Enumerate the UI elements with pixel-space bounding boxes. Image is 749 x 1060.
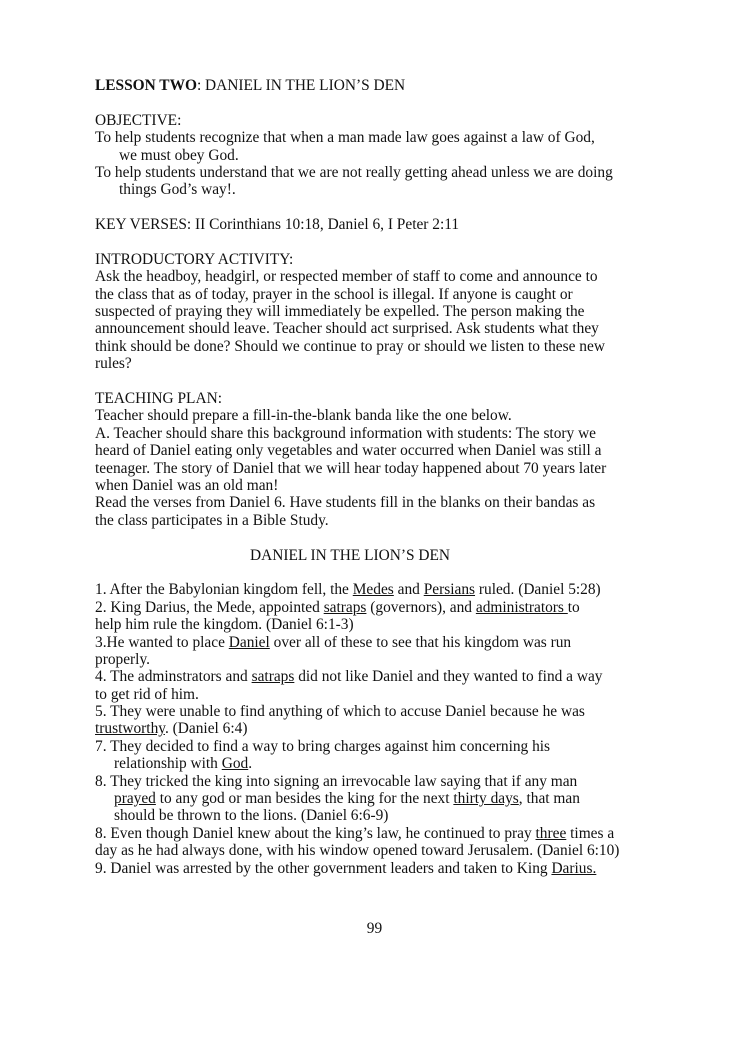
text-line bbox=[95, 477, 655, 494]
text-line bbox=[95, 164, 655, 181]
text-line bbox=[95, 790, 655, 807]
text-segment: relationship with bbox=[114, 755, 222, 773]
text-segment: think should be done? Should we continue to pray or should we listen to these new bbox=[95, 337, 605, 355]
underlined-answer: satraps bbox=[251, 668, 295, 686]
underlined-answer: Medes bbox=[352, 581, 394, 599]
text-segment: the class participates in a Bible Study. bbox=[95, 511, 329, 529]
text-segment: day as he had always done, with his window opened toward Jerusalem. (Daniel 6:10) bbox=[95, 842, 620, 860]
text-segment: To help students understand that we are not really getting ahead unless we are doing bbox=[95, 163, 613, 181]
text-segment: things God’s way!. bbox=[119, 181, 236, 199]
text-line bbox=[95, 686, 655, 703]
text-line bbox=[95, 634, 655, 651]
text-line bbox=[95, 338, 655, 355]
text-segment: help him rule the kingdom. (Daniel 6:1-3) bbox=[95, 616, 354, 634]
underlined-answer: Persians bbox=[423, 581, 476, 599]
text-segment: 8. Even though Daniel knew about the king’s law, he continued to pray bbox=[95, 824, 536, 842]
underlined-answer: satraps bbox=[323, 598, 367, 616]
text-line bbox=[95, 651, 655, 668]
text-line bbox=[95, 460, 655, 477]
text-segment: over all of these to see that his kingdom was run bbox=[269, 633, 572, 651]
text-segment: 1. After the Babylonian kingdom fell, the bbox=[95, 581, 353, 599]
text-segment: ruled. (Daniel 5:28) bbox=[475, 581, 601, 599]
text-segment: did not like Daniel and they wanted to find a way bbox=[294, 668, 603, 686]
text-segment: 5. They were unable to find anything of which to accuse Daniel because he was bbox=[95, 703, 585, 721]
document-body bbox=[95, 77, 655, 877]
blank-line bbox=[95, 529, 655, 546]
text-line bbox=[95, 668, 655, 685]
bold-text: LESSON TWO bbox=[95, 77, 197, 94]
text-segment: teenager. The story of Daniel that we will hear today happened about 70 years later bbox=[95, 459, 607, 477]
underlined-answer: Daniel bbox=[228, 633, 270, 651]
text-segment: (governors), and bbox=[366, 598, 476, 616]
text-line bbox=[95, 181, 655, 198]
text-segment: 4. The adminstrators and bbox=[95, 668, 252, 686]
text-line bbox=[95, 425, 655, 442]
page-number: 99 bbox=[366, 920, 383, 937]
text-segment: OBJECTIVE: bbox=[95, 111, 182, 129]
text-line bbox=[95, 286, 655, 303]
text-segment: and bbox=[393, 581, 424, 599]
text-segment: 3.He wanted to place bbox=[95, 633, 229, 651]
underlined-answer: God bbox=[221, 755, 249, 773]
text-segment: announcement should leave. Teacher should act surprised. Ask students what they bbox=[95, 320, 599, 338]
text-segment: To help students recognize that when a man made law goes against a law of God, bbox=[95, 129, 595, 147]
blank-line bbox=[95, 373, 655, 390]
text-segment: to get rid of him. bbox=[95, 685, 199, 703]
text-segment: to bbox=[567, 598, 580, 616]
text-line bbox=[95, 407, 655, 424]
text-segment: 2. King Darius, the Mede, appointed bbox=[95, 598, 324, 616]
text-segment: when Daniel was an old man! bbox=[95, 476, 279, 494]
text-line bbox=[95, 442, 655, 459]
text-segment: 7. They decided to find a way to bring charges against him concerning his bbox=[95, 737, 551, 755]
underlined-answer: prayed bbox=[114, 790, 156, 808]
text-segment: : DANIEL IN THE LION’S DEN bbox=[196, 77, 406, 94]
text-line bbox=[95, 755, 655, 772]
blank-line bbox=[95, 564, 655, 581]
text-segment: times a bbox=[566, 824, 615, 842]
text-line bbox=[95, 251, 655, 268]
underlined-answer: trustworthy bbox=[95, 720, 165, 738]
text-line bbox=[95, 807, 655, 824]
text-line bbox=[95, 494, 655, 511]
text-line bbox=[95, 703, 655, 720]
text-line bbox=[95, 738, 655, 755]
text-line bbox=[95, 616, 655, 633]
underlined-answer: Darius. bbox=[551, 859, 597, 877]
text-line bbox=[95, 599, 655, 616]
text-line bbox=[95, 355, 655, 372]
text-line bbox=[95, 390, 655, 407]
text-segment: rules? bbox=[95, 355, 132, 373]
underlined-answer: administrators bbox=[475, 598, 568, 616]
text-segment: KEY VERSES: II Corinthians 10:18, Daniel 6, I Peter 2:11 bbox=[95, 216, 460, 234]
text-segment: 8. They tricked the king into signing an irrevocable law saying that if any man bbox=[95, 772, 578, 790]
text-line bbox=[95, 216, 655, 233]
text-line bbox=[95, 147, 655, 164]
text-line bbox=[95, 268, 655, 285]
text-line bbox=[95, 860, 655, 877]
text-segment: to any god or man besides the king for the next bbox=[155, 790, 454, 808]
text-segment: should be thrown to the lions. (Daniel 6:6-9) bbox=[114, 807, 389, 825]
text-line bbox=[95, 112, 655, 129]
text-line bbox=[95, 842, 655, 859]
blank-line bbox=[95, 199, 655, 216]
text-line bbox=[95, 547, 605, 564]
text-segment: the class that as of today, prayer in the school is illegal. If anyone is caught or bbox=[95, 285, 573, 303]
blank-line bbox=[95, 234, 655, 251]
text-segment: , that man bbox=[518, 790, 580, 808]
text-line bbox=[95, 77, 655, 94]
underlined-answer: thirty days bbox=[453, 790, 519, 808]
text-line bbox=[95, 720, 655, 737]
text-segment: A. Teacher should share this background information with students: The story we bbox=[95, 424, 597, 442]
text-segment: heard of Daniel eating only vegetables and water occurred when Daniel was still a bbox=[95, 442, 602, 460]
blank-line bbox=[95, 94, 655, 111]
text-line bbox=[95, 129, 655, 146]
text-segment: 9. Daniel was arrested by the other government leaders and taken to King bbox=[95, 859, 552, 877]
text-segment: TEACHING PLAN: bbox=[95, 390, 222, 408]
text-segment: INTRODUCTORY ACTIVITY: bbox=[95, 250, 294, 268]
text-segment: suspected of praying they will immediately be expelled. The person making the bbox=[95, 303, 585, 321]
text-line bbox=[95, 825, 655, 842]
text-line bbox=[95, 581, 655, 598]
text-segment: Ask the headboy, headgirl, or respected member of staff to come and announce to bbox=[95, 268, 598, 286]
text-line bbox=[95, 303, 655, 320]
underlined-answer: three bbox=[535, 824, 567, 842]
text-segment: we must obey God. bbox=[119, 146, 239, 164]
text-line bbox=[95, 512, 655, 529]
text-segment: Teacher should prepare a fill-in-the-blank banda like the one below. bbox=[95, 407, 512, 425]
text-segment: . bbox=[248, 755, 253, 773]
text-segment: . (Daniel 6:4) bbox=[164, 720, 248, 738]
text-line bbox=[95, 773, 655, 790]
text-segment: DANIEL IN THE LION’S DEN bbox=[249, 546, 451, 564]
text-segment: properly. bbox=[95, 650, 150, 668]
text-line bbox=[95, 320, 655, 337]
text-segment: Read the verses from Daniel 6. Have students fill in the blanks on their bandas as bbox=[95, 494, 596, 512]
